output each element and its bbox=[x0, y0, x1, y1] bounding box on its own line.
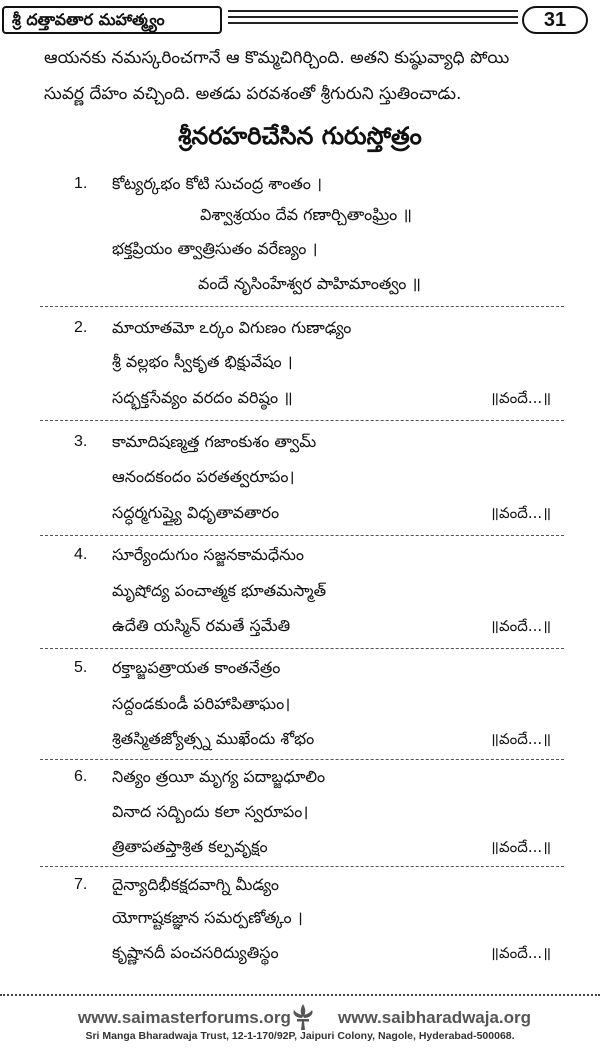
verse-line: ఉదేతి యస్మిన్ రమతే స్తమేతి bbox=[112, 616, 291, 635]
verse-line: శ్రీ వల్లభం స్వీకృత భిక్షువేషం । bbox=[112, 352, 293, 371]
verse-line: మృషోద్య పంచాత్మక భూతమస్మాత్ bbox=[112, 581, 327, 600]
verse-line: భక్తప్రియం త్వాత్రిసుతం వరేణ్యం । bbox=[112, 239, 318, 258]
footer-address: Sri Manga Bharadwaja Trust, 12-1-170/92P, Jaipuri Colony, Nagole, Hyderabad-500068. bbox=[85, 1030, 515, 1042]
verse-line: రక్తాబ్జపత్రాయత కాంతనేత్రం bbox=[112, 658, 281, 677]
verse-line: కోట్యర్కభం కోటి సుచంద్ర శాంతం । bbox=[112, 174, 323, 193]
verse-number: 2. bbox=[74, 319, 88, 336]
verse-line: మాయాతమో ఽర్కం విగుణం గుణాఢ్యం bbox=[112, 318, 352, 337]
verse-line: త్రితాపతప్తాశ్రిత కల్పవృక్షం bbox=[112, 837, 268, 856]
verse-line: సద్దండకుండీ పరిహాపితాఘం। bbox=[112, 694, 291, 713]
verse-line: యోగాష్టకజ్ఞాన సమర్పణోత్కం । bbox=[112, 908, 303, 927]
verse-number: 5. bbox=[74, 659, 88, 676]
refrain-marker: ॥వందే...॥ bbox=[490, 617, 552, 635]
verse-divider bbox=[40, 306, 564, 307]
footer-link-saimasterforums[interactable]: www.saimasterforums.org bbox=[78, 1008, 291, 1027]
verse-line: వందే నృసింహేశ్వర పాహిమాంత్వం ॥ bbox=[198, 274, 421, 293]
footer-rule bbox=[0, 994, 600, 996]
refrain-marker: ॥వందే...॥ bbox=[490, 730, 552, 748]
verse-number: 1. bbox=[74, 175, 88, 192]
verse-number: 4. bbox=[74, 546, 88, 563]
refrain-marker: ॥వందే...॥ bbox=[490, 389, 552, 407]
footer-link-saibharadwaja[interactable]: www.saibharadwaja.org bbox=[338, 1008, 532, 1027]
verse-line: సద్భక్తసేవ్యం వరదం వరిష్ఠం ॥ bbox=[112, 388, 293, 407]
header-rule-lines bbox=[228, 10, 518, 32]
verse-line: సద్ధర్మగుప్త్యై విధృతావతారం bbox=[112, 503, 280, 522]
verse-line: ఆనందకందం పరతత్వరూపం। bbox=[112, 467, 295, 486]
intro-line: ఆయనకు నమస్కరించగానే ఆ కొమ్మచిగిర్చింది. అతని కుష్ఠువ్యాధి పోయి bbox=[44, 48, 510, 68]
verse-line: నిత్యం త్రయీ మృగ్య పదాబ్జధూలిం bbox=[112, 767, 326, 786]
verse-line: సూర్యేందుగుం సజ్జనకామధేనుం bbox=[112, 545, 305, 564]
verse-line: శ్రితస్మితజ్యోత్స్న ముఖేందు శోభం bbox=[112, 729, 315, 748]
intro-line: సువర్ణ దేహం వచ్చింది. అతడు పరవశంతో శ్రీగురుని స్తుతించాడు. bbox=[44, 84, 462, 104]
verse-line: కృష్ణానదీ పంచసరిద్యుతిస్థం bbox=[112, 943, 279, 962]
verse-line: దైన్యాదిభీకక్షదవాగ్ని మీడ్యం bbox=[112, 875, 279, 894]
page-number: 31 bbox=[522, 6, 588, 34]
page-header bbox=[0, 4, 600, 38]
verse-divider bbox=[40, 535, 564, 536]
verse-divider bbox=[40, 759, 564, 760]
verse-number: 7. bbox=[74, 876, 88, 893]
refrain-marker: ॥వందే...॥ bbox=[490, 944, 552, 962]
verse-line: కామాదిషణ్మత్త గజాంకుశం త్వామ్ bbox=[112, 432, 317, 451]
verse-number: 3. bbox=[74, 433, 88, 450]
fleur-de-lis-icon bbox=[288, 1002, 318, 1032]
verse-line: వినాద సద్బిందు కలా స్వరూపం। bbox=[112, 802, 309, 821]
refrain-marker: ॥వందే...॥ bbox=[490, 838, 552, 856]
verse-divider bbox=[40, 420, 564, 421]
refrain-marker: ॥వందే...॥ bbox=[490, 504, 552, 522]
stotram-title: శ్రీనరహరిచేసిన గురుస్తోత్రం bbox=[178, 122, 422, 150]
intro-paragraph bbox=[44, 40, 590, 112]
verse-divider bbox=[40, 648, 564, 649]
verse-number: 6. bbox=[74, 768, 88, 785]
verse-divider bbox=[40, 866, 564, 867]
book-title: శ్రీ దత్తావతార మహాత్మ్యం bbox=[2, 6, 222, 34]
verse-line: విశ్వాశ్రయం దేవ గణార్చితాంఘ్రిం ॥ bbox=[200, 205, 412, 224]
